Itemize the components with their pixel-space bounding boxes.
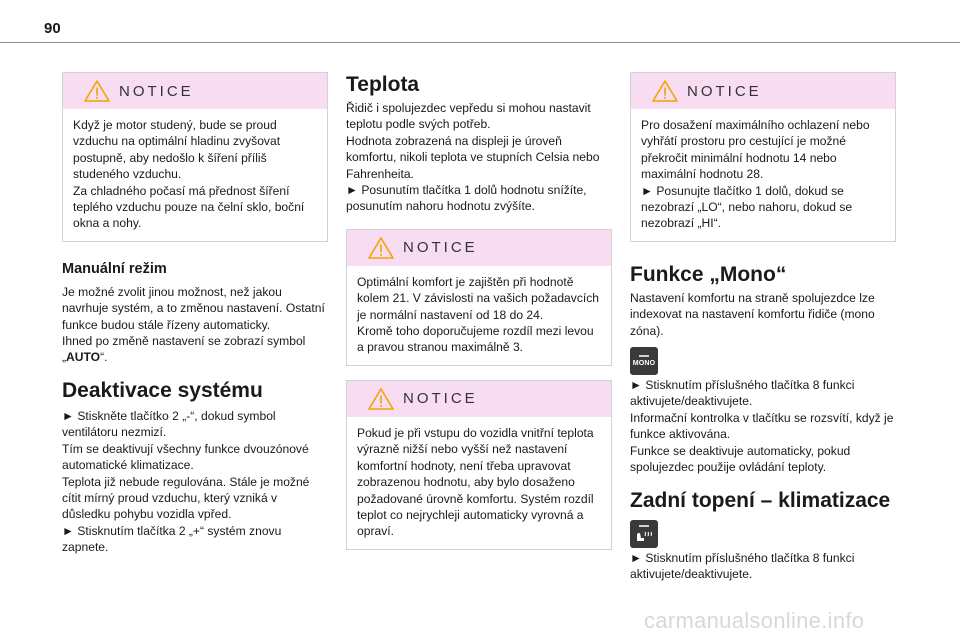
notice-text: Pokud je při vstupu do vozidla vnitřní teplota výrazně nižší nebo vyšší než nastavení komfortní hodnoty, není třeba upravovat zobrazenou hodnotu, aby bylo dosaženo požadované úrovně komfortu. Systém rozdíl teplot co nejrychleji automaticky vyrovná a opraví. (357, 425, 594, 539)
notice-header (631, 73, 895, 109)
mono-text-2: Informační kontrolka v tlačítku se rozsvítí, když je funkce aktivována. (630, 410, 894, 442)
manual-mode-auto-text: Ihned po změně nastavení se zobrazí symbol „AUTO“. (62, 334, 306, 365)
notice-header (347, 230, 611, 266)
notice-text: Optimální komfort je zajištěn při hodnotě kolem 21. V závislosti na vašich požadavcích je normální nastavení od 18 do 24. Kromě toho doporučujeme rozdíl mezi levou a pravou stranou maximálně 3. (357, 274, 599, 355)
footer-watermark: carmanualsonline.info (644, 608, 865, 633)
manual-mode-text: Je možné zvolit jinou možnost, než jakou navrhuje systém, a to změnou nastavení. Ostatní funkce budou stále řízeny automaticky. (62, 284, 325, 332)
temperature-heading: Teplota (346, 73, 420, 96)
header-rule (0, 42, 960, 43)
mono-button-icon: MONO (630, 347, 658, 375)
notice-box (346, 229, 612, 366)
temperature-text-1: Řidič i spolujezdec vepředu si mohou nastavit teplotu podle svých potřeb. (346, 101, 591, 132)
rear-heating-heading: Zadní topení – klimatizace (630, 488, 891, 512)
notice-title: NOTICE (403, 390, 478, 408)
deactivate-heading: Deaktivace systému (62, 378, 263, 402)
temperature-step: ► Posunutím tlačítka 1 dolů hodnotu snížíte, posunutím nahoru hodnotu zvýšíte. (346, 183, 587, 214)
notice-title: NOTICE (119, 82, 194, 100)
rear-heating-step: ► Stisknutím příslušného tlačítka 8 funkci aktivujete/deaktivujete. (630, 550, 855, 581)
notice-box (630, 72, 896, 242)
deactivate-text-1: Tím se deaktivují všechny funkce dvouzónové automatické klimatizace. (62, 441, 309, 473)
rear-climate-button-icon (630, 520, 658, 548)
notice-text: Pro dosažení maximálního ochlazení nebo vyhřátí prostoru pro cestující je možné překročit minimální hodnotu 14 nebo maximální hodnotu 28. ► Posunujte tlačítko 1 dolů, dokud se nezobrazí „LO“, nebo nahoru, dokud se nezobrazí „HI“. (641, 118, 870, 231)
mono-text-3: Funkce se deaktivuje automaticky, pokud spolujezdec použije ovládání teploty. (630, 443, 851, 475)
notice-box (62, 72, 328, 242)
notice-text: Když je motor studený, bude se proud vzduchu na optimální hladinu zvyšovat postupně, aby nedošlo k šíření příliš studeného vzduchu. Za chladného počasí má přednost šíření teplého vzduchu pouze na čelní sklo, boční okna a nohy. (73, 118, 305, 231)
notice-title: NOTICE (687, 82, 762, 100)
column-left (62, 72, 328, 556)
mono-step: ► Stisknutím příslušného tlačítka 8 funkci aktivujete/deaktivujete. (630, 378, 855, 409)
mono-text-1: Nastavení komfortu na straně spolujezdce lze indexovat na nastavení komfortu řidiče (mono zóna). (630, 290, 875, 338)
warning-icon (367, 387, 395, 411)
manual-mode-heading: Manuální režim (62, 260, 167, 277)
warning-icon (651, 79, 679, 103)
mono-heading: Funkce „Mono“ (630, 262, 787, 286)
warning-icon (367, 236, 395, 260)
deactivate-step-2: ► Stisknutím tlačítka 2 „+“ systém znovu zapnete. (62, 523, 282, 555)
deactivate-step-1: ► Stiskněte tlačítko 2 „-“, dokud symbol ventilátoru nezmizí. (62, 408, 276, 440)
notice-header (63, 73, 327, 109)
column-middle (346, 72, 612, 550)
deactivate-text-2: Teplota již nebude regulována. Stále je možné cítit mírný proud vzduchu, který vzniká v důsledku pohybu vozidla vpřed. (62, 474, 310, 522)
notice-header (347, 381, 611, 417)
warning-icon (83, 79, 111, 103)
column-right (630, 72, 896, 582)
notice-box (346, 380, 612, 550)
page-number: 90 (44, 20, 61, 37)
notice-title: NOTICE (403, 239, 478, 257)
temperature-text-2: Hodnota zobrazená na displeji je úroveň komfortu, nikoli teplota ve stupních Celsia nebo Fahrenheita. (346, 133, 600, 181)
